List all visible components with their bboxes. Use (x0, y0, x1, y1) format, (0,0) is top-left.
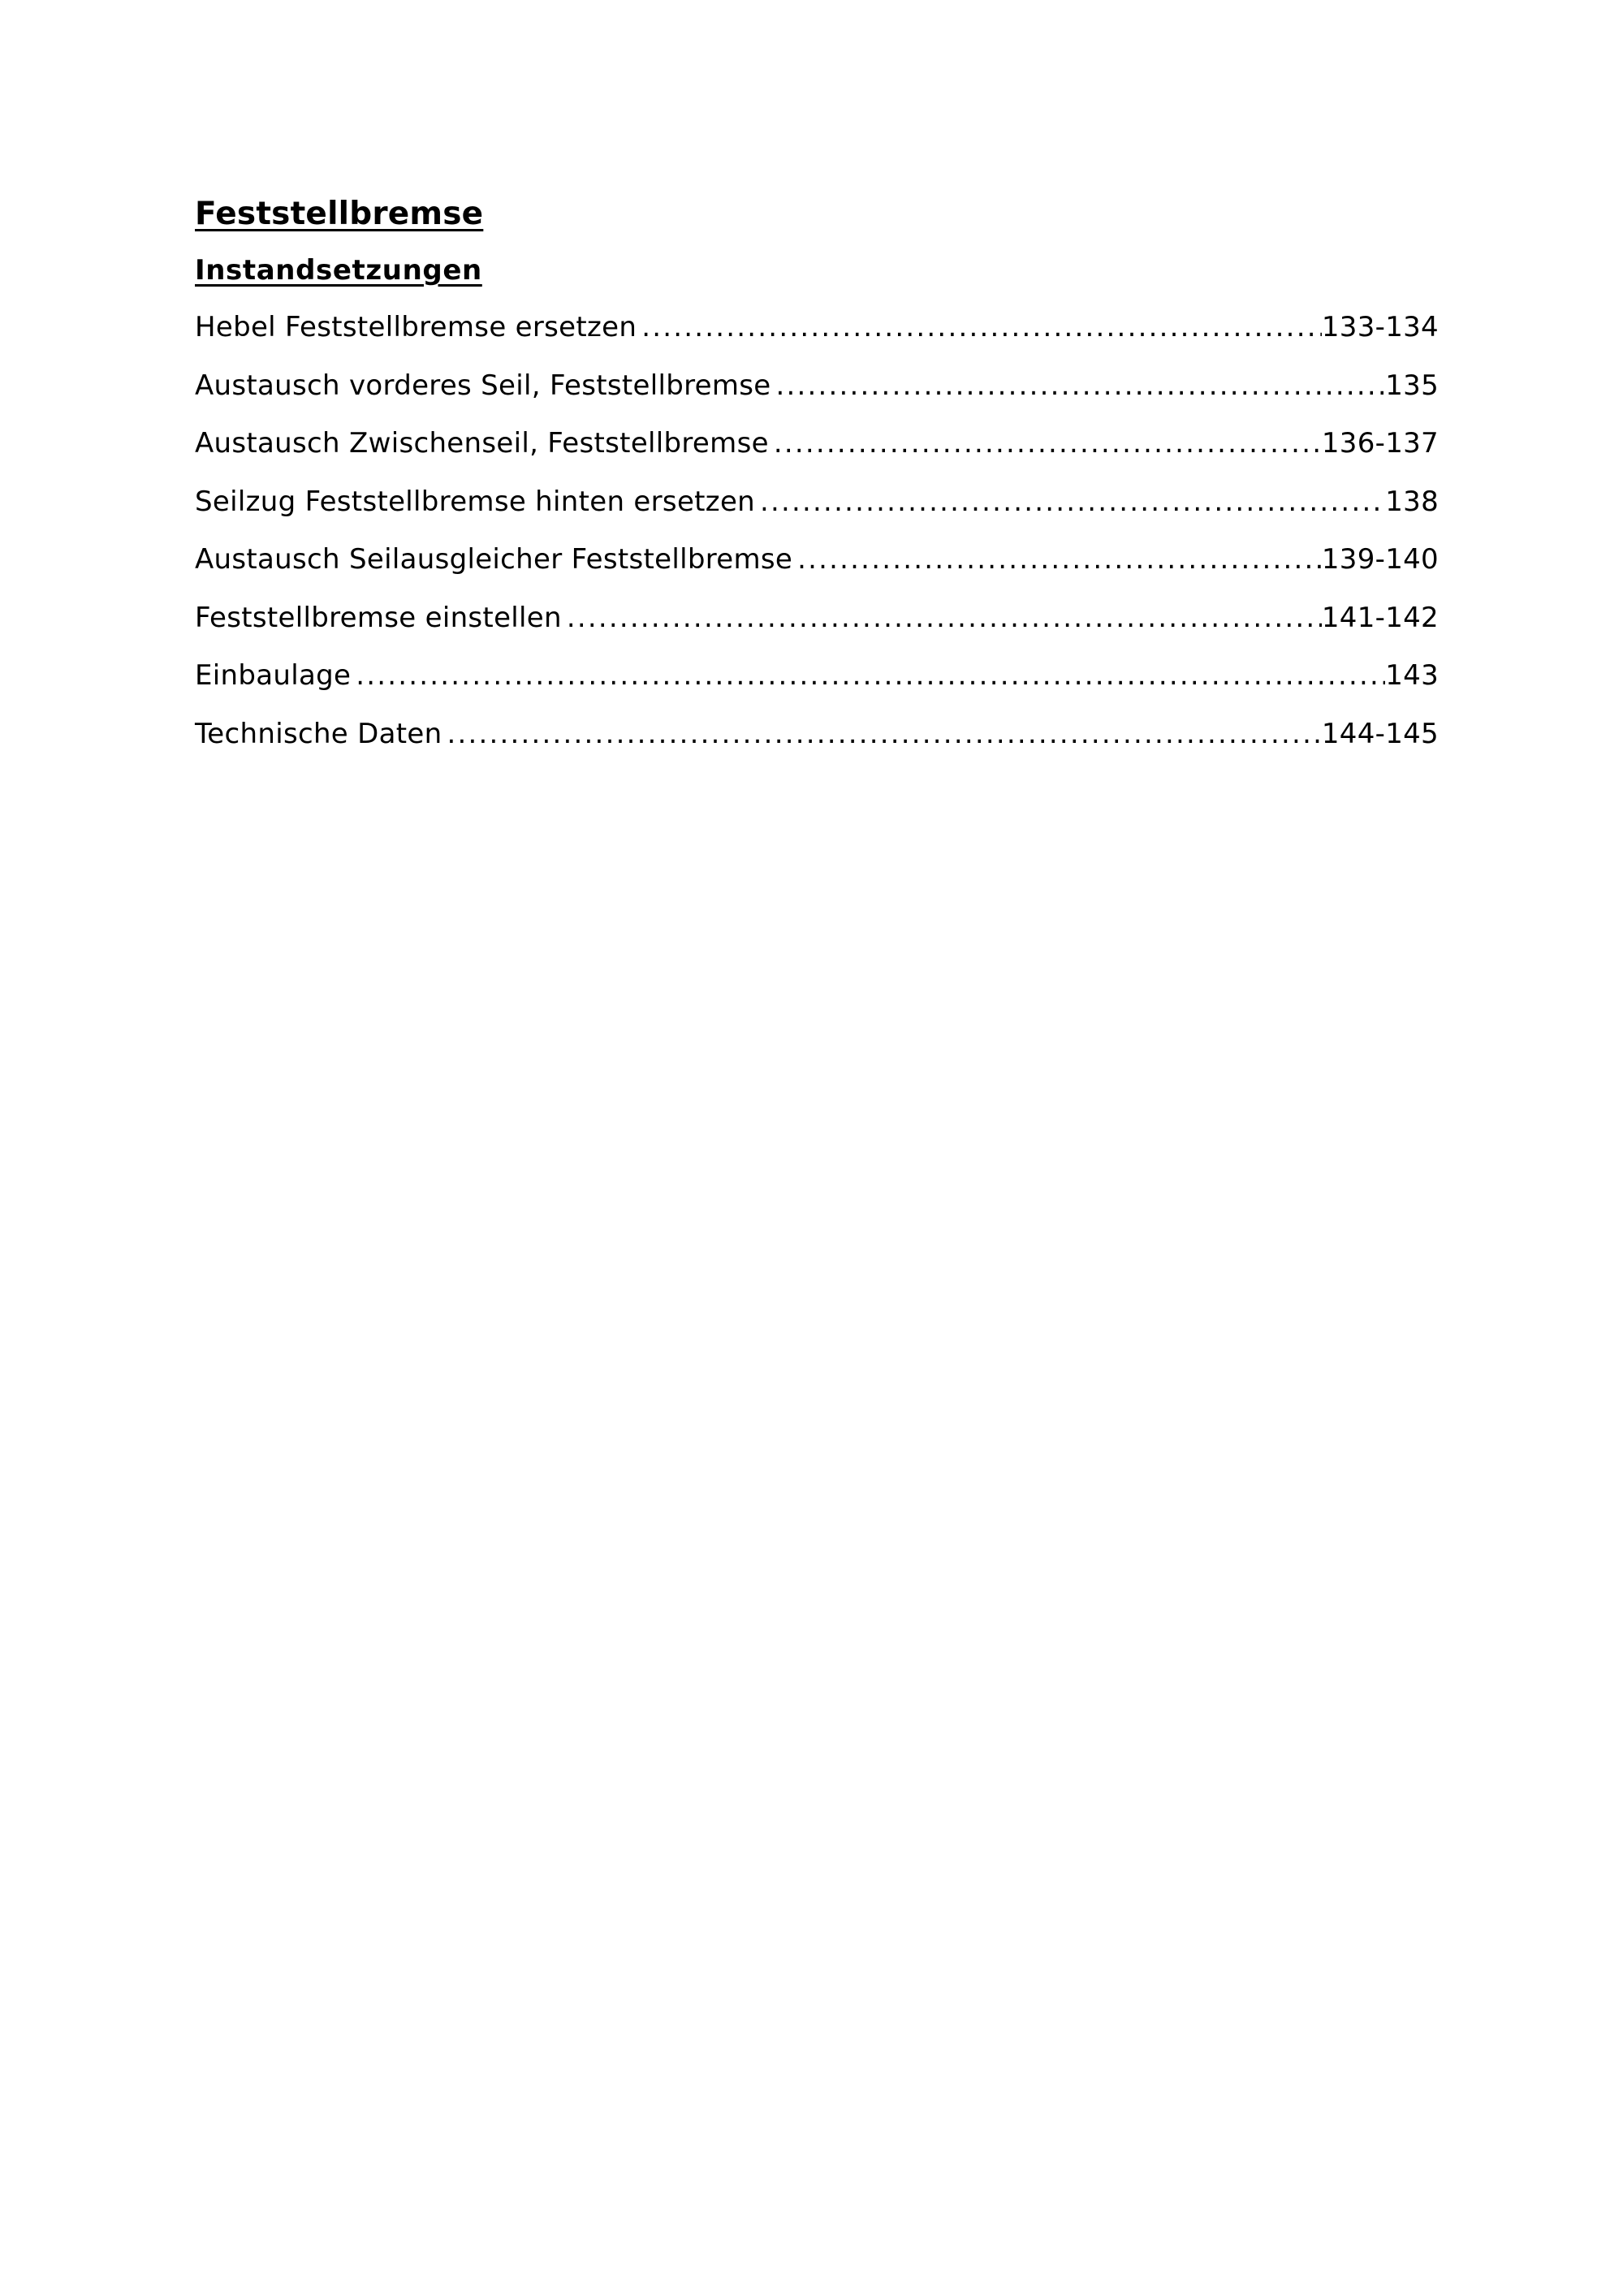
page-title: Feststellbremse (195, 196, 484, 232)
toc-entry[interactable] (195, 589, 1439, 648)
toc-entry-label: Seilzug Feststellbremse hinten ersetzen (195, 485, 756, 518)
toc-entry-label: Einbaulage (195, 659, 352, 692)
toc-entry-label: Austausch vorderes Seil, Feststellbremse (195, 369, 771, 402)
toc-entry[interactable] (195, 299, 1439, 357)
toc-entry-pages: 144-145 (1321, 717, 1439, 750)
toc-dot-leader (637, 299, 1322, 357)
toc-entry[interactable] (195, 357, 1439, 416)
toc-dot-leader (792, 531, 1322, 589)
section-heading: Instandsetzungen (195, 254, 482, 287)
toc-entry-label: Hebel Feststellbremse ersetzen (195, 311, 637, 343)
toc-dot-leader (351, 647, 1385, 706)
toc-dot-leader (442, 706, 1321, 764)
toc-entry[interactable] (195, 647, 1439, 706)
toc-entry-pages: 135 (1385, 369, 1439, 402)
toc-dot-leader (769, 415, 1322, 473)
toc-dot-leader (755, 473, 1385, 532)
toc-entry-label: Feststellbremse einstellen (195, 601, 562, 634)
toc-entry-label: Austausch Seilausgleicher Feststellbremse (195, 543, 793, 576)
toc-entry[interactable] (195, 531, 1439, 589)
toc-entry-pages: 143 (1385, 659, 1439, 692)
toc-entry-pages: 138 (1385, 485, 1439, 518)
toc-entry-label: Technische Daten (195, 717, 442, 750)
toc-entry[interactable] (195, 415, 1439, 473)
table-of-contents (195, 192, 1439, 763)
toc-entry-pages: 139-140 (1321, 543, 1439, 576)
toc-entry-pages: 136-137 (1321, 427, 1439, 460)
toc-dot-leader (770, 357, 1385, 416)
toc-entry[interactable] (195, 473, 1439, 532)
toc-list (195, 299, 1439, 763)
toc-entry-pages: 141-142 (1321, 601, 1439, 634)
toc-entry[interactable] (195, 706, 1439, 764)
toc-entry-label: Austausch Zwischenseil, Feststellbremse (195, 427, 769, 460)
toc-dot-leader (562, 589, 1322, 648)
toc-entry-pages: 133-134 (1321, 311, 1439, 343)
